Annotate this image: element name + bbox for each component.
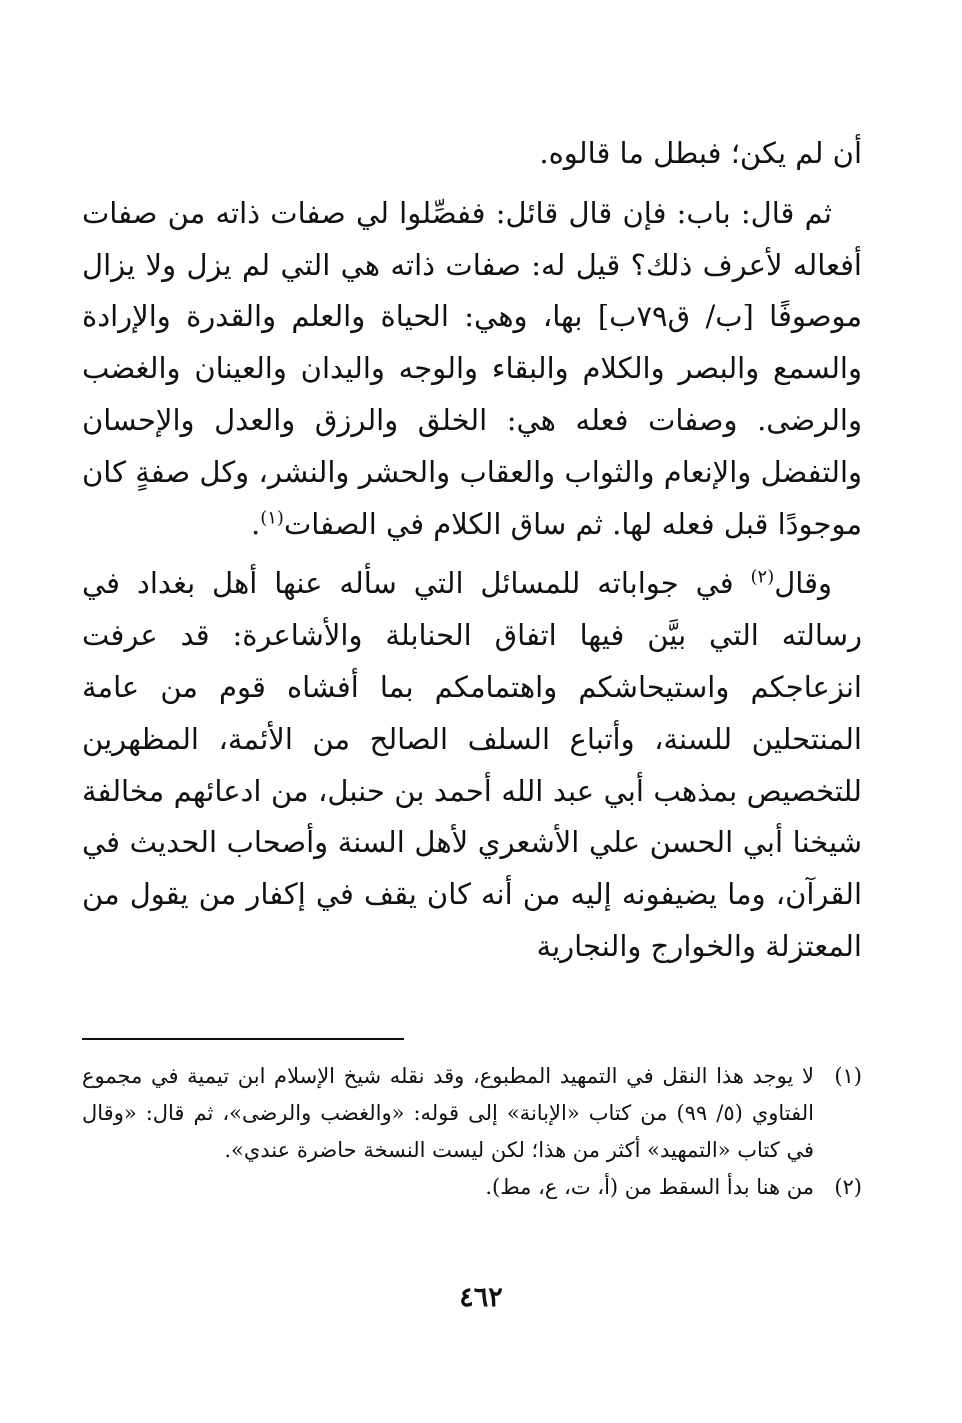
paragraph-1-text: أن لم يكن؛ فبطل ما قالوه. xyxy=(539,136,862,170)
paragraph-3-start: وقال xyxy=(774,566,832,601)
footnote-2-number: (٢) xyxy=(834,1175,862,1199)
paragraph-2 xyxy=(82,188,862,551)
footnote-1-number: (١) xyxy=(834,1064,862,1088)
footnotes xyxy=(82,1058,862,1206)
footnote-2 xyxy=(82,1169,862,1206)
page-number: ٤٦٢ xyxy=(459,1282,503,1313)
paragraph-1 xyxy=(82,128,862,180)
footnote-ref-1[interactable]: (١) xyxy=(260,506,284,528)
footnote-1-text: لا يوجد هذا النقل في التمهيد المطبوع، وقد نقله شيخ الإسلام ابن تيمية في مجموع الفتاوي (٥/ ٩٩) من كتاب «الإبانة» إلى قوله: «والغضب والرضى»، ثم قال: «وقال في كتاب «التمهيد» أكثر من هذا؛ لكن ليست النسخة حاضرة عندي». xyxy=(82,1064,814,1162)
footnote-ref-2[interactable]: (٢) xyxy=(750,566,775,588)
paragraph-3 xyxy=(82,558,862,972)
paragraph-2-text: ثم قال: باب: فإن قال قائل: ففصِّلوا لي صفات ذاته من صفات أفعاله لأعرف ذلك؟ قيل له: صفات ذاته هي التي لم يزل ولا يزال موصوفًا [ب/ ق٧٩ب] بها، وهي: الحياة والعلم والقدرة والإرادة والسمع والبصر والكلام والبقاء والوجه واليدان والعينان والغضب والرضى. وصفات فعله هي: الخلق والرزق والعدل والإحسان والتفضل والإنعام والثواب والعقاب والحشر والنشر، وكل صفةٍ كان موجودًا قبل فعله لها. ثم ساق الكلام في الصفات xyxy=(82,195,862,541)
main-text xyxy=(82,128,862,973)
paragraph-3-text: في جواباته للمسائل التي سأله عنها أهل بغداد في رسالته التي بيَّن فيها اتفاق الحنابلة والأشاعرة: قد عرفت انزعاجكم واستيحاشكم واهتمامكم بما أفشاه قوم من عامة المنتحلين للسنة، وأتباع السلف الصالح من الأئمة، المظهرين للتخصيص بمذهب أبي عبد الله أحمد بن حنبل، من ادعائهم مخالفة شيخنا أبي الحسن علي الأشعري لأهل السنة وأصحاب الحديث في القرآن، وما يضيفونه إليه من أنه كان يقف في إكفار من يقول من المعتزلة والخوارج والنجارية xyxy=(82,566,862,963)
paragraph-2-end: . xyxy=(251,506,261,541)
footnote-separator xyxy=(82,1038,404,1040)
footnote-2-text: من هنا بدأ السقط من (أ، ت، ع، مط). xyxy=(485,1175,814,1199)
footnote-1 xyxy=(82,1058,862,1169)
